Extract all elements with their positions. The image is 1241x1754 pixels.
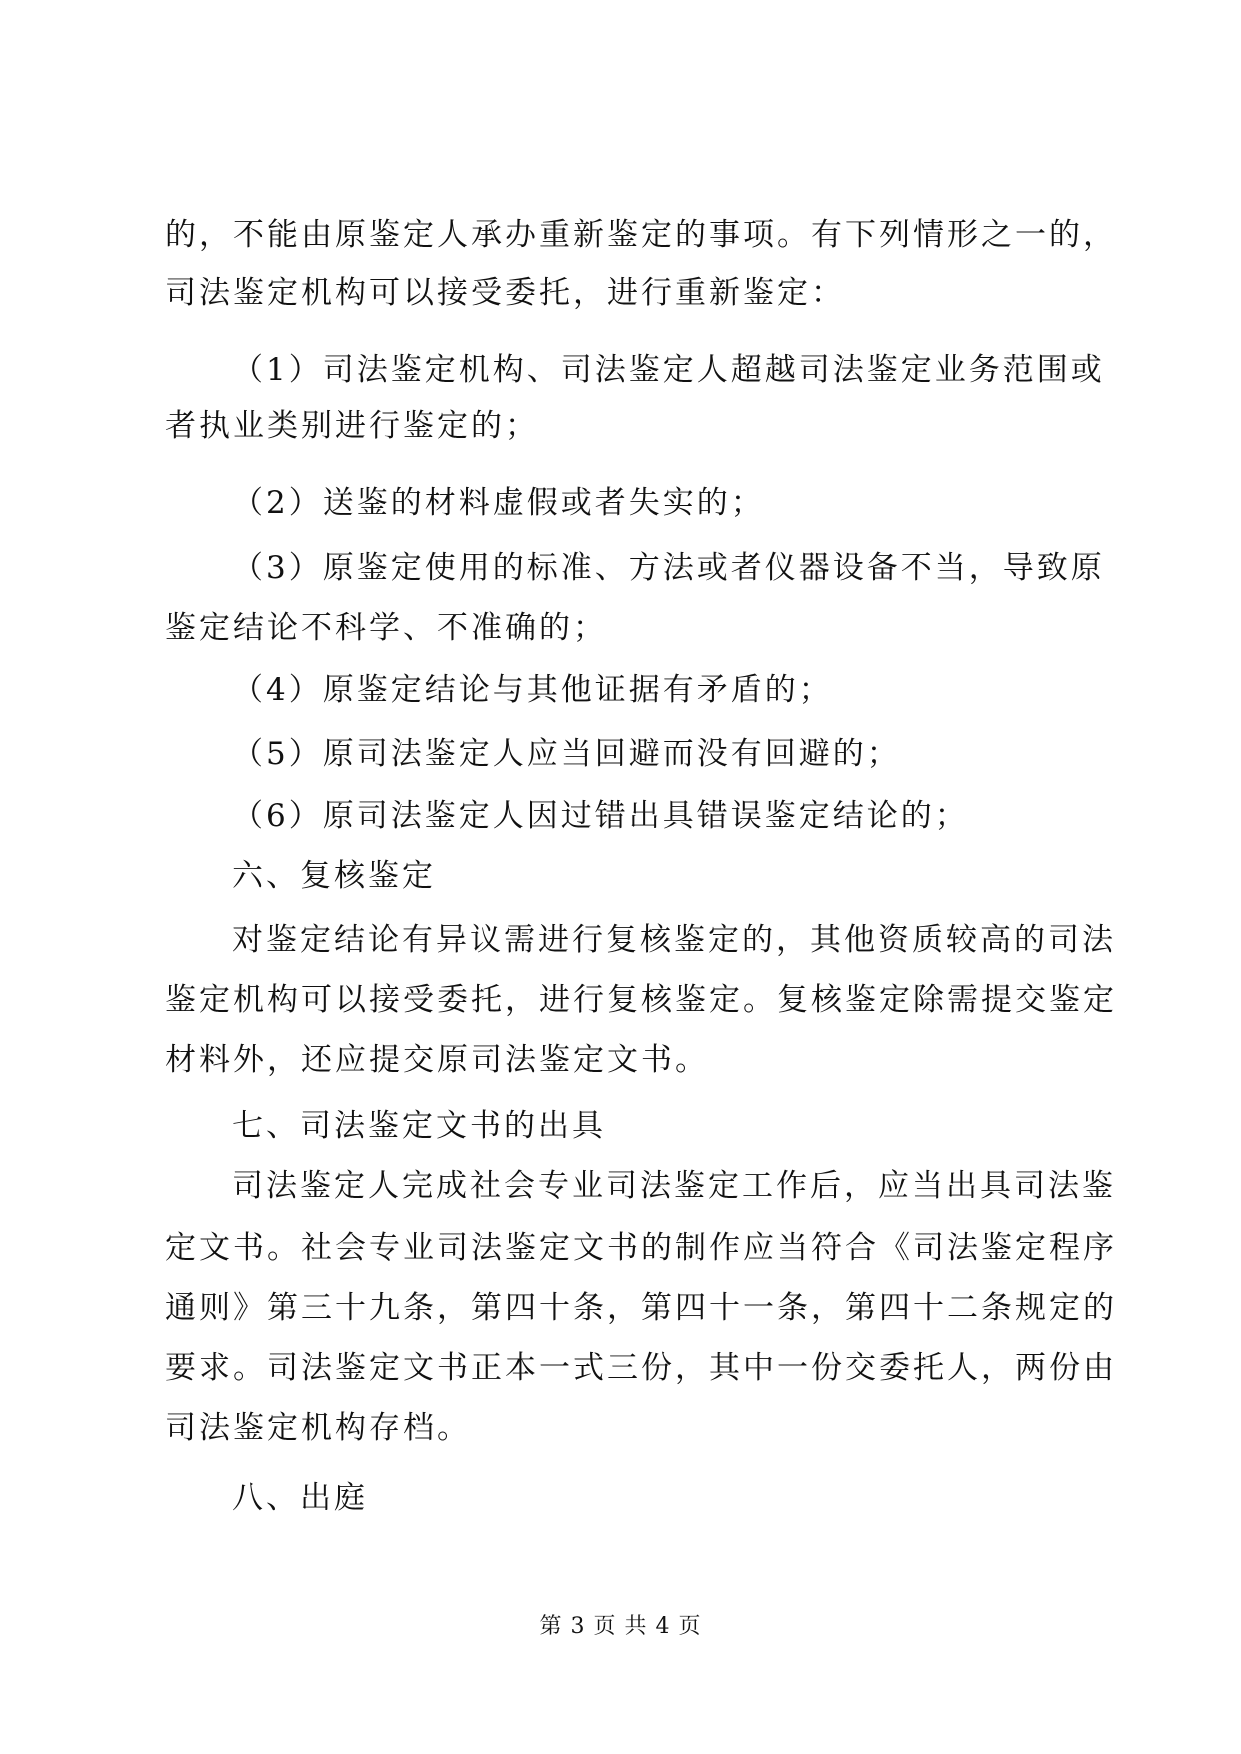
- body-text-line: 的，不能由原鉴定人承办重新鉴定的事项。有下列情形之一的，: [165, 217, 1117, 253]
- section-heading-7: 七、司法鉴定文书的出具: [232, 1108, 606, 1144]
- list-item-2: （2）送鉴的材料虚假或者失实的；: [232, 485, 765, 521]
- section-heading-8: 八、出庭: [232, 1480, 368, 1516]
- body-text-line: 司法鉴定机构存档。: [165, 1410, 471, 1446]
- list-item-3-line: （3）原鉴定使用的标准、方法或者仪器设备不当，导致原: [232, 550, 1105, 586]
- body-text-line: 定文书。社会专业司法鉴定文书的制作应当符合《司法鉴定程序: [165, 1230, 1117, 1266]
- body-text-line: 司法鉴定人完成社会专业司法鉴定工作后，应当出具司法鉴: [232, 1168, 1116, 1204]
- page-footer: 第 3 页 共 4 页: [539, 1614, 702, 1639]
- body-text-line: 通则》第三十九条，第四十条，第四十一条，第四十二条规定的: [165, 1290, 1117, 1326]
- section-heading-6: 六、复核鉴定: [232, 858, 436, 894]
- list-item-1-line: （1）司法鉴定机构、司法鉴定人超越司法鉴定业务范围或: [232, 352, 1105, 388]
- body-text-line: 对鉴定结论有异议需进行复核鉴定的，其他资质较高的司法: [232, 922, 1116, 958]
- body-text-line: 材料外，还应提交原司法鉴定文书。: [165, 1042, 709, 1078]
- body-text-line: 司法鉴定机构可以接受委托，进行重新鉴定：: [165, 275, 845, 311]
- list-item-6: （6）原司法鉴定人因过错出具错误鉴定结论的；: [232, 798, 969, 834]
- list-item-4: （4）原鉴定结论与其他证据有矛盾的；: [232, 672, 833, 708]
- list-item-1-line: 者执业类别进行鉴定的；: [165, 408, 539, 444]
- body-text-line: 鉴定机构可以接受委托，进行复核鉴定。复核鉴定除需提交鉴定: [165, 982, 1117, 1018]
- list-item-3-line: 鉴定结论不科学、不准确的；: [165, 610, 607, 646]
- list-item-5: （5）原司法鉴定人应当回避而没有回避的；: [232, 736, 901, 772]
- body-text-line: 要求。司法鉴定文书正本一式三份，其中一份交委托人，两份由: [165, 1350, 1117, 1386]
